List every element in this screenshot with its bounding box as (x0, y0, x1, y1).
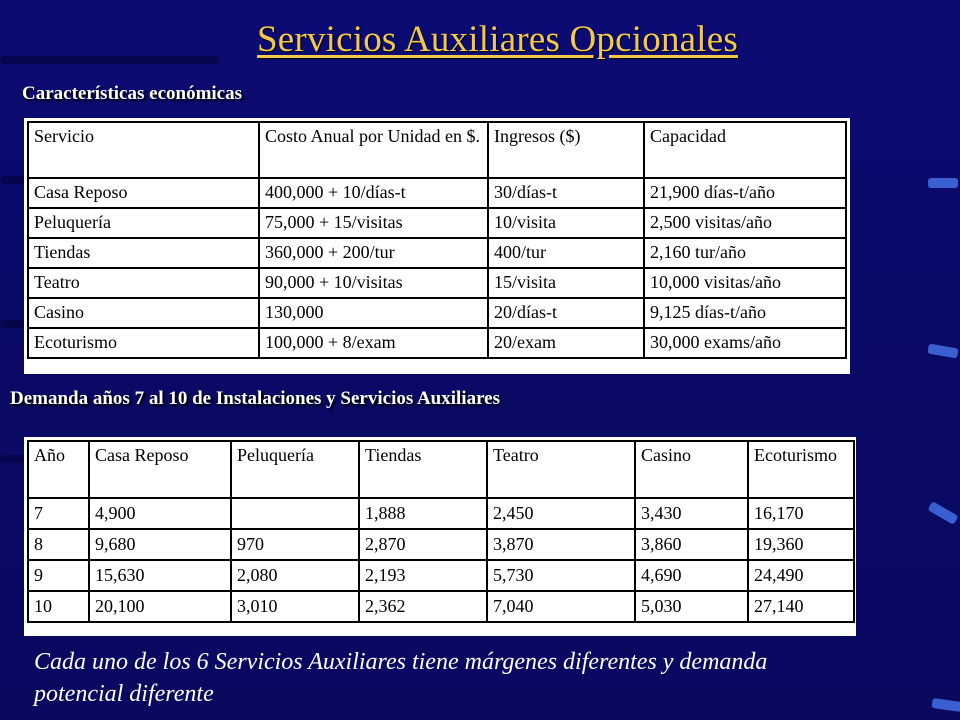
table-cell: 7,040 (487, 591, 635, 622)
table-cell: 4,690 (635, 560, 748, 591)
header-cell: Ecoturismo (748, 441, 854, 498)
table-cell: 30,000 exams/año (644, 328, 846, 358)
table-row (28, 268, 846, 298)
table-cell: 30/días-t (488, 178, 644, 208)
table-cell: 2,500 visitas/año (644, 208, 846, 238)
header-cell: Servicio (28, 122, 259, 178)
table-header-row (28, 122, 846, 178)
table-cell: 2,450 (487, 498, 635, 529)
table-cell: Ecoturismo (28, 328, 259, 358)
background-dash (927, 343, 958, 358)
table-cell: 360,000 + 200/tur (259, 238, 488, 268)
table-cell: 400/tur (488, 238, 644, 268)
table-cell: 9 (28, 560, 89, 591)
background-dash (928, 501, 959, 525)
header-cell: Año (28, 441, 89, 498)
table-cell (231, 498, 359, 529)
table-cell: 27,140 (748, 591, 854, 622)
header-cell: Casa Reposo (89, 441, 231, 498)
table-cell: 20,100 (89, 591, 231, 622)
table-header-row (28, 441, 854, 498)
table-cell: 75,000 + 15/visitas (259, 208, 488, 238)
header-cell: Tiendas (359, 441, 487, 498)
background-dash (931, 698, 960, 712)
table-cell: 20/exam (488, 328, 644, 358)
table-cell: 19,360 (748, 529, 854, 560)
table-cell: 1,888 (359, 498, 487, 529)
background-dash (928, 178, 958, 188)
table-cell: 9,680 (89, 529, 231, 560)
table-cell: 3,010 (231, 591, 359, 622)
table-cell: 130,000 (259, 298, 488, 328)
table-cell: 5,030 (635, 591, 748, 622)
table-cell: 9,125 días-t/año (644, 298, 846, 328)
table-cell: 3,870 (487, 529, 635, 560)
table-cell: 7 (28, 498, 89, 529)
table-cell: 400,000 + 10/días-t (259, 178, 488, 208)
demand-table (27, 440, 855, 623)
header-cell: Peluquería (231, 441, 359, 498)
table-cell: 3,430 (635, 498, 748, 529)
table-row (28, 591, 854, 622)
header-cell: Teatro (487, 441, 635, 498)
table-cell: 21,900 días-t/año (644, 178, 846, 208)
economic-table-panel (24, 118, 850, 374)
table-row (28, 560, 854, 591)
table-row (28, 238, 846, 268)
table-row (28, 298, 846, 328)
table-row (28, 178, 846, 208)
table-cell: 10,000 visitas/año (644, 268, 846, 298)
table-row (28, 328, 846, 358)
section-label-demand: Demanda años 7 al 10 de Instalaciones y Servicios Auxiliares (10, 388, 500, 409)
footer-note: Cada uno de los 6 Servicios Auxiliares tiene márgenes diferentes y demanda potencial diferente (34, 649, 768, 707)
table-cell: Tiendas (28, 238, 259, 268)
table-cell: 2,080 (231, 560, 359, 591)
table-row (28, 529, 854, 560)
table-cell: 2,870 (359, 529, 487, 560)
table-cell: 10/visita (488, 208, 644, 238)
table-cell: 4,900 (89, 498, 231, 529)
header-cell: Capacidad (644, 122, 846, 178)
section-label-economic: Características económicas (22, 83, 243, 104)
table-cell: 90,000 + 10/visitas (259, 268, 488, 298)
slide-title: Servicios Auxiliares Opcionales (257, 19, 738, 60)
table-cell: 100,000 + 8/exam (259, 328, 488, 358)
table-cell: 20/días-t (488, 298, 644, 328)
table-cell: 15/visita (488, 268, 644, 298)
table-row (28, 208, 846, 238)
demand-table-panel (24, 437, 856, 636)
table-cell: 8 (28, 529, 89, 560)
table-row (28, 498, 854, 529)
table-cell: 2,160 tur/año (644, 238, 846, 268)
table-cell: Casino (28, 298, 259, 328)
table-cell: 5,730 (487, 560, 635, 591)
table-cell: 24,490 (748, 560, 854, 591)
table-cell: 970 (231, 529, 359, 560)
table-cell: Casa Reposo (28, 178, 259, 208)
table-cell: 10 (28, 591, 89, 622)
table-cell: Peluquería (28, 208, 259, 238)
table-cell: 2,362 (359, 591, 487, 622)
header-cell: Casino (635, 441, 748, 498)
table-cell: 3,860 (635, 529, 748, 560)
header-cell: Costo Anual por Unidad en $. (259, 122, 488, 178)
table-cell: 15,630 (89, 560, 231, 591)
header-cell: Ingresos ($) (488, 122, 644, 178)
table-cell: Teatro (28, 268, 259, 298)
economic-characteristics-table (27, 121, 847, 359)
table-cell: 16,170 (748, 498, 854, 529)
table-cell: 2,193 (359, 560, 487, 591)
